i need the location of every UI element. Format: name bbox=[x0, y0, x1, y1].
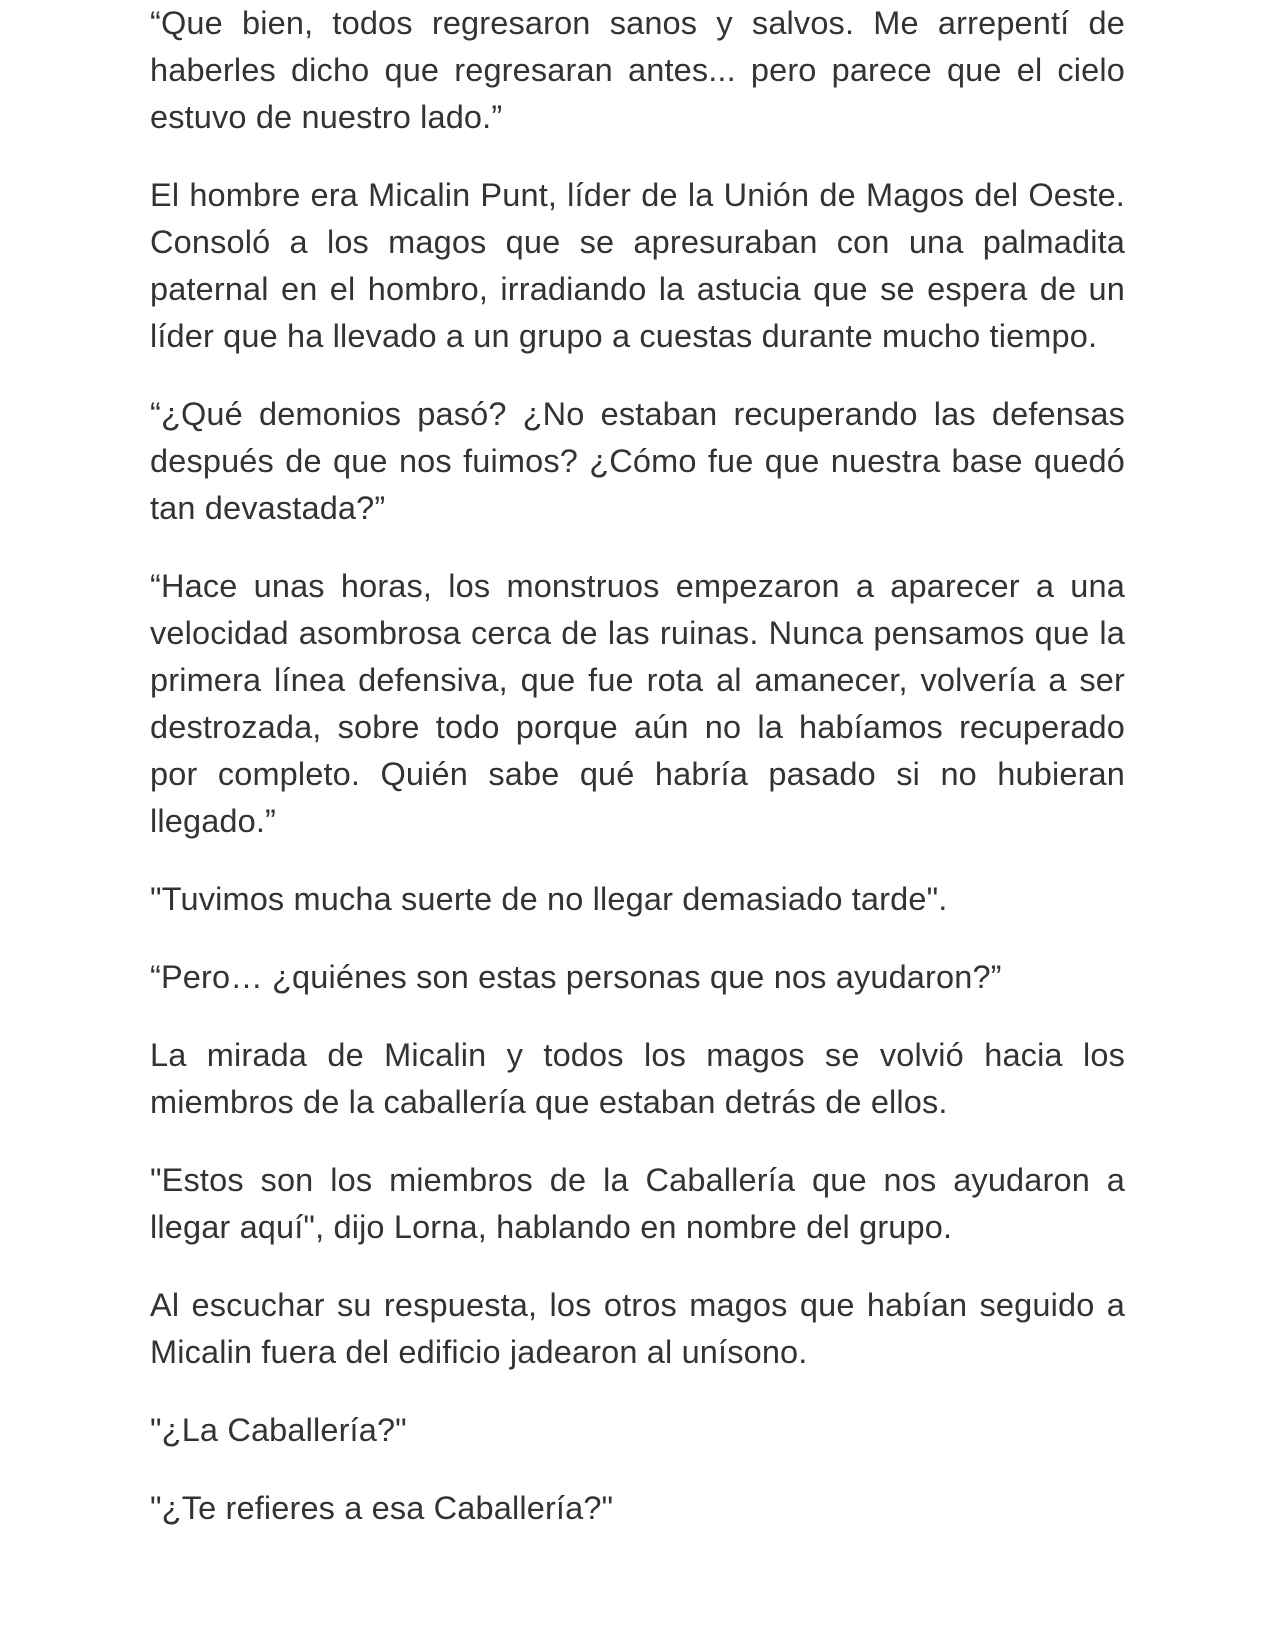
paragraph-3: “¿Qué demonios pasó? ¿No estaban recuperando las defensas después de que nos fuimos? ¿Cómo fue que nuestra base quedó tan devastada?” bbox=[150, 396, 1125, 526]
paragraph-10: "¿La Caballería?" bbox=[150, 1412, 407, 1448]
paragraph-6: “Pero… ¿quiénes son estas personas que nos ayudaron?” bbox=[150, 959, 1002, 995]
paragraph-8: "Estos son los miembros de la Caballería que nos ayudaron a llegar aquí", dijo Lorna, hablando en nombre del grupo. bbox=[150, 1162, 1125, 1245]
paragraph-9: Al escuchar su respuesta, los otros magos que habían seguido a Micalin fuera del edificio jadearon al unísono. bbox=[150, 1287, 1125, 1370]
paragraph-11: "¿Te refieres a esa Caballería?" bbox=[150, 1490, 614, 1526]
paragraph-4: “Hace unas horas, los monstruos empezaron a aparecer a una velocidad asombrosa cerca de las ruinas. Nunca pensamos que la primera línea defensiva, que fue rota al amanecer, volvería a ser destrozada, sobre todo porque aún no la habíamos recuperado por completo. Quién sabe qué habría pasado si no hubieran llegado.” bbox=[150, 568, 1125, 839]
paragraph-5: "Tuvimos mucha suerte de no llegar demasiado tarde". bbox=[150, 881, 948, 917]
paragraph-7: La mirada de Micalin y todos los magos se volvió hacia los miembros de la caballería que estaban detrás de ellos. bbox=[150, 1037, 1125, 1120]
paragraph-2: El hombre era Micalin Punt, líder de la Unión de Magos del Oeste. Consoló a los magos que se apresuraban con una palmadita paternal en el hombro, irradiando la astucia que se espera de un líder que ha llevado a un grupo a cuestas durante mucho tiempo. bbox=[150, 177, 1125, 354]
paragraph-1: “Que bien, todos regresaron sanos y salvos. Me arrepentí de haberles dicho que regresaran antes... pero parece que el cielo estuvo de nuestro lado.” bbox=[150, 5, 1125, 135]
document-page bbox=[150, 0, 1125, 1563]
